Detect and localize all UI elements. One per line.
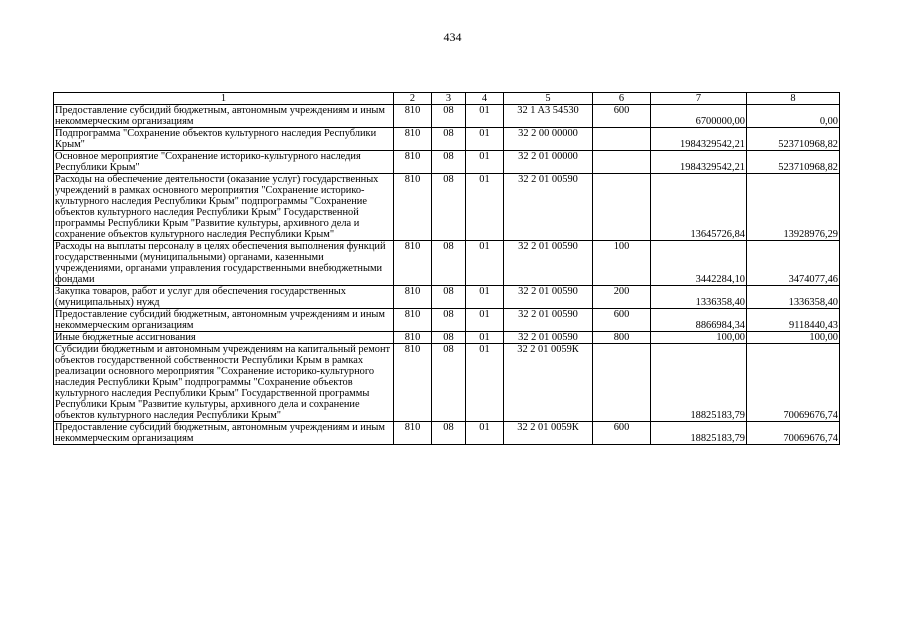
- row-amount-cell: 100,00: [651, 332, 747, 344]
- row-code-cell: 810: [394, 241, 432, 286]
- row-code-cell: 32 2 01 00590: [504, 309, 593, 332]
- row-amount-cell: 13928976,29: [747, 174, 840, 241]
- row-amount-cell: 18825183,79: [651, 344, 747, 422]
- row-name-cell: Расходы на обеспечение деятельности (оказание услуг) государственных учреждений в рамках основного мероприятия "Сохранение историко-культурного наследия Республики Крым" подпрограммы "Сохранение объектов культурного наследия Республики Крым" Государственной программы Республики Крым "Развитие культуры, архивного дела и сохранение объектов культурного наследия Республики Крым": [54, 174, 394, 241]
- row-name-cell: Основное мероприятие "Сохранение историко-культурного наследия Республики Крым": [54, 151, 394, 174]
- row-code-cell: 32 1 A3 54530: [504, 105, 593, 128]
- table-row: [54, 128, 840, 151]
- row-code-cell: 08: [432, 174, 466, 241]
- table-row: [54, 422, 840, 445]
- row-code-cell: 08: [432, 344, 466, 422]
- row-code-cell: 01: [466, 332, 504, 344]
- row-name-cell: Иные бюджетные ассигнования: [54, 332, 394, 344]
- column-header: 2: [394, 93, 432, 105]
- row-code-cell: 08: [432, 105, 466, 128]
- row-amount-cell: 100,00: [747, 332, 840, 344]
- row-amount-cell: 523710968,82: [747, 128, 840, 151]
- row-code-cell: 810: [394, 105, 432, 128]
- column-header: 3: [432, 93, 466, 105]
- row-code-cell: 600: [593, 422, 651, 445]
- row-name-cell: Субсидии бюджетным и автономным учреждениям на капитальный ремонт объектов государственной собственности Республики Крым в рамках реализации основного мероприятия "Сохранение историко-культурного наследия Республики Крым" подпрограммы "Сохранение объектов культурного наследия Республики Крым" Государственной программы Республики Крым "Развитие культуры, архивного дела и сохранение объектов культурного наследия Республики Крым": [54, 344, 394, 422]
- row-amount-cell: 1336358,40: [651, 286, 747, 309]
- table-row: [54, 309, 840, 332]
- table-row: [54, 151, 840, 174]
- row-code-cell: 810: [394, 174, 432, 241]
- row-code-cell: 01: [466, 128, 504, 151]
- row-code-cell: 32 2 01 0059К: [504, 344, 593, 422]
- row-name-cell: Предоставление субсидий бюджетным, автономным учреждениям и иным некоммерческим организациям: [54, 422, 394, 445]
- column-header: 5: [504, 93, 593, 105]
- row-code-cell: 32 2 01 00590: [504, 286, 593, 309]
- row-amount-cell: 1336358,40: [747, 286, 840, 309]
- table-header-row: [54, 93, 840, 105]
- row-code-cell: 200: [593, 286, 651, 309]
- row-amount-cell: 1984329542,21: [651, 128, 747, 151]
- row-code-cell: 810: [394, 151, 432, 174]
- row-amount-cell: 3474077,46: [747, 241, 840, 286]
- row-code-cell: 810: [394, 422, 432, 445]
- row-code-cell: 08: [432, 151, 466, 174]
- row-code-cell: 800: [593, 332, 651, 344]
- column-header: 1: [54, 93, 394, 105]
- row-code-cell: [593, 344, 651, 422]
- row-name-cell: Закупка товаров, работ и услуг для обеспечения государственных (муниципальных) нужд: [54, 286, 394, 309]
- row-code-cell: 08: [432, 309, 466, 332]
- row-code-cell: 01: [466, 309, 504, 332]
- row-code-cell: 01: [466, 422, 504, 445]
- row-code-cell: 01: [466, 241, 504, 286]
- row-code-cell: 08: [432, 241, 466, 286]
- row-code-cell: 600: [593, 105, 651, 128]
- row-amount-cell: 13645726,84: [651, 174, 747, 241]
- row-code-cell: 32 2 01 00000: [504, 151, 593, 174]
- row-code-cell: 810: [394, 309, 432, 332]
- row-code-cell: 01: [466, 105, 504, 128]
- row-amount-cell: 3442284,10: [651, 241, 747, 286]
- row-amount-cell: 9118440,43: [747, 309, 840, 332]
- row-code-cell: 810: [394, 128, 432, 151]
- column-header: 8: [747, 93, 840, 105]
- table-row: [54, 344, 840, 422]
- row-name-cell: Предоставление субсидий бюджетным, автономным учреждениям и иным некоммерческим организациям: [54, 309, 394, 332]
- column-header: 4: [466, 93, 504, 105]
- table-row: [54, 241, 840, 286]
- row-code-cell: 01: [466, 344, 504, 422]
- column-header: 7: [651, 93, 747, 105]
- budget-table: [53, 92, 840, 445]
- row-code-cell: 32 2 01 00590: [504, 241, 593, 286]
- table-row: [54, 174, 840, 241]
- row-code-cell: 08: [432, 286, 466, 309]
- row-code-cell: 01: [466, 286, 504, 309]
- row-name-cell: Расходы на выплаты персоналу в целях обеспечения выполнения функций государственными (муниципальными) органами, казенными учреждениями, органами управления государственными внебюджетными фондами: [54, 241, 394, 286]
- row-name-cell: Подпрограмма "Сохранение объектов культурного наследия Республики Крым": [54, 128, 394, 151]
- table-row: [54, 332, 840, 344]
- row-code-cell: 32 2 01 00590: [504, 174, 593, 241]
- row-code-cell: [593, 128, 651, 151]
- row-amount-cell: 6700000,00: [651, 105, 747, 128]
- row-amount-cell: 1984329542,21: [651, 151, 747, 174]
- row-code-cell: 01: [466, 151, 504, 174]
- row-code-cell: [593, 174, 651, 241]
- row-code-cell: 08: [432, 128, 466, 151]
- row-amount-cell: 0,00: [747, 105, 840, 128]
- row-code-cell: 600: [593, 309, 651, 332]
- row-code-cell: 810: [394, 332, 432, 344]
- row-amount-cell: 8866984,34: [651, 309, 747, 332]
- column-header: 6: [593, 93, 651, 105]
- row-name-cell: Предоставление субсидий бюджетным, автономным учреждениям и иным некоммерческим организациям: [54, 105, 394, 128]
- row-code-cell: 08: [432, 422, 466, 445]
- row-amount-cell: 70069676,74: [747, 344, 840, 422]
- row-amount-cell: 523710968,82: [747, 151, 840, 174]
- row-code-cell: 01: [466, 174, 504, 241]
- row-amount-cell: 70069676,74: [747, 422, 840, 445]
- row-code-cell: 32 2 01 0059К: [504, 422, 593, 445]
- row-code-cell: 810: [394, 344, 432, 422]
- row-code-cell: 32 2 01 00590: [504, 332, 593, 344]
- table-row: [54, 105, 840, 128]
- row-code-cell: [593, 151, 651, 174]
- page-number: 434: [443, 30, 462, 44]
- row-code-cell: 810: [394, 286, 432, 309]
- row-code-cell: 100: [593, 241, 651, 286]
- table-row: [54, 286, 840, 309]
- row-code-cell: 32 2 00 00000: [504, 128, 593, 151]
- row-amount-cell: 18825183,79: [651, 422, 747, 445]
- row-code-cell: 08: [432, 332, 466, 344]
